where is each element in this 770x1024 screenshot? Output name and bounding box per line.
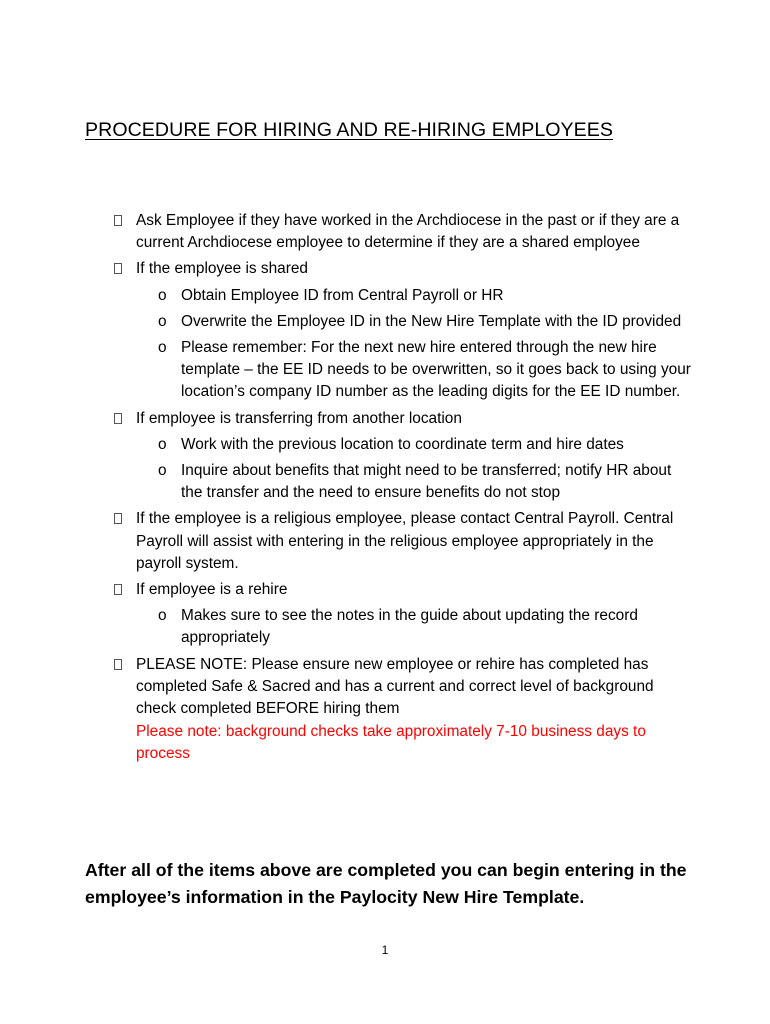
list-item (136, 258, 691, 280)
sub-list-item (158, 311, 691, 333)
list-item-text: If employee is transferring from another location (136, 409, 462, 427)
checkbox-bullet-icon (114, 584, 122, 595)
checkbox-bullet-icon (114, 263, 122, 274)
checkbox-bullet-icon (114, 413, 122, 424)
checkbox-bullet-icon (114, 659, 122, 670)
list-item-text: If the employee is a religious employee, please contact Central Payroll. Central Payroll will assist with entering in the religious employee appropriately in the payroll system. (136, 510, 674, 572)
circle-bullet-icon: o (158, 286, 167, 304)
circle-bullet-icon: o (158, 462, 167, 480)
sub-list-item (158, 460, 691, 504)
list-item-text: If the employee is shared (136, 260, 308, 278)
background-check-note: Please note: background checks take approximately 7-10 business days to process (136, 723, 646, 763)
sub-list-item-text: Obtain Employee ID from Central Payroll or HR (181, 286, 504, 304)
sub-list-item (158, 605, 691, 649)
sub-list-item (158, 434, 691, 456)
sub-list-item-text: Inquire about benefits that might need to be transferred; notify HR about the transfer and the need to ensure benefits do not stop (181, 462, 672, 502)
sub-list-item (158, 337, 691, 404)
list-item (136, 579, 691, 601)
list-item-text: Ask Employee if they have worked in the Archdiocese in the past or if they are a current Archdiocese employee to determine if they are a shared employee (136, 212, 680, 252)
sub-list-item-text: Overwrite the Employee ID in the New Hire Template with the ID provided (181, 312, 682, 330)
list-item (136, 408, 691, 430)
list-item (136, 508, 691, 575)
circle-bullet-icon: o (158, 435, 167, 453)
page-number: 1 (381, 943, 389, 957)
list-item (136, 210, 691, 254)
procedure-list (136, 210, 691, 770)
circle-bullet-icon: o (158, 312, 167, 330)
sub-list-item-text: Work with the previous location to coordinate term and hire dates (181, 435, 624, 453)
sub-list-item-text: Makes sure to see the notes in the guide about updating the record appropriately (181, 607, 638, 647)
list-item-text: PLEASE NOTE: Please ensure new employee or rehire has completed has completed Safe & Sacred and has a current and correct level of background check completed BEFORE hiring them (136, 655, 654, 718)
sub-list-item-text: Please remember: For the next new hire entered through the new hire template – the EE ID needs to be overwritten, so it goes back to using your location’s company ID number as the leading digits for the EE ID number. (181, 339, 691, 401)
list-item-text: If employee is a rehire (136, 581, 288, 599)
circle-bullet-icon: o (158, 607, 167, 625)
closing-statement: After all of the items above are completed you can begin entering in the employee’s information in the Paylocity New Hire Template. (85, 860, 687, 907)
document-title: PROCEDURE FOR HIRING AND RE-HIRING EMPLOYEES (85, 119, 614, 141)
checkbox-bullet-icon (114, 513, 122, 524)
list-item (136, 654, 691, 766)
checkbox-bullet-icon (114, 215, 122, 226)
circle-bullet-icon: o (158, 339, 167, 357)
sub-list-item (158, 285, 691, 307)
